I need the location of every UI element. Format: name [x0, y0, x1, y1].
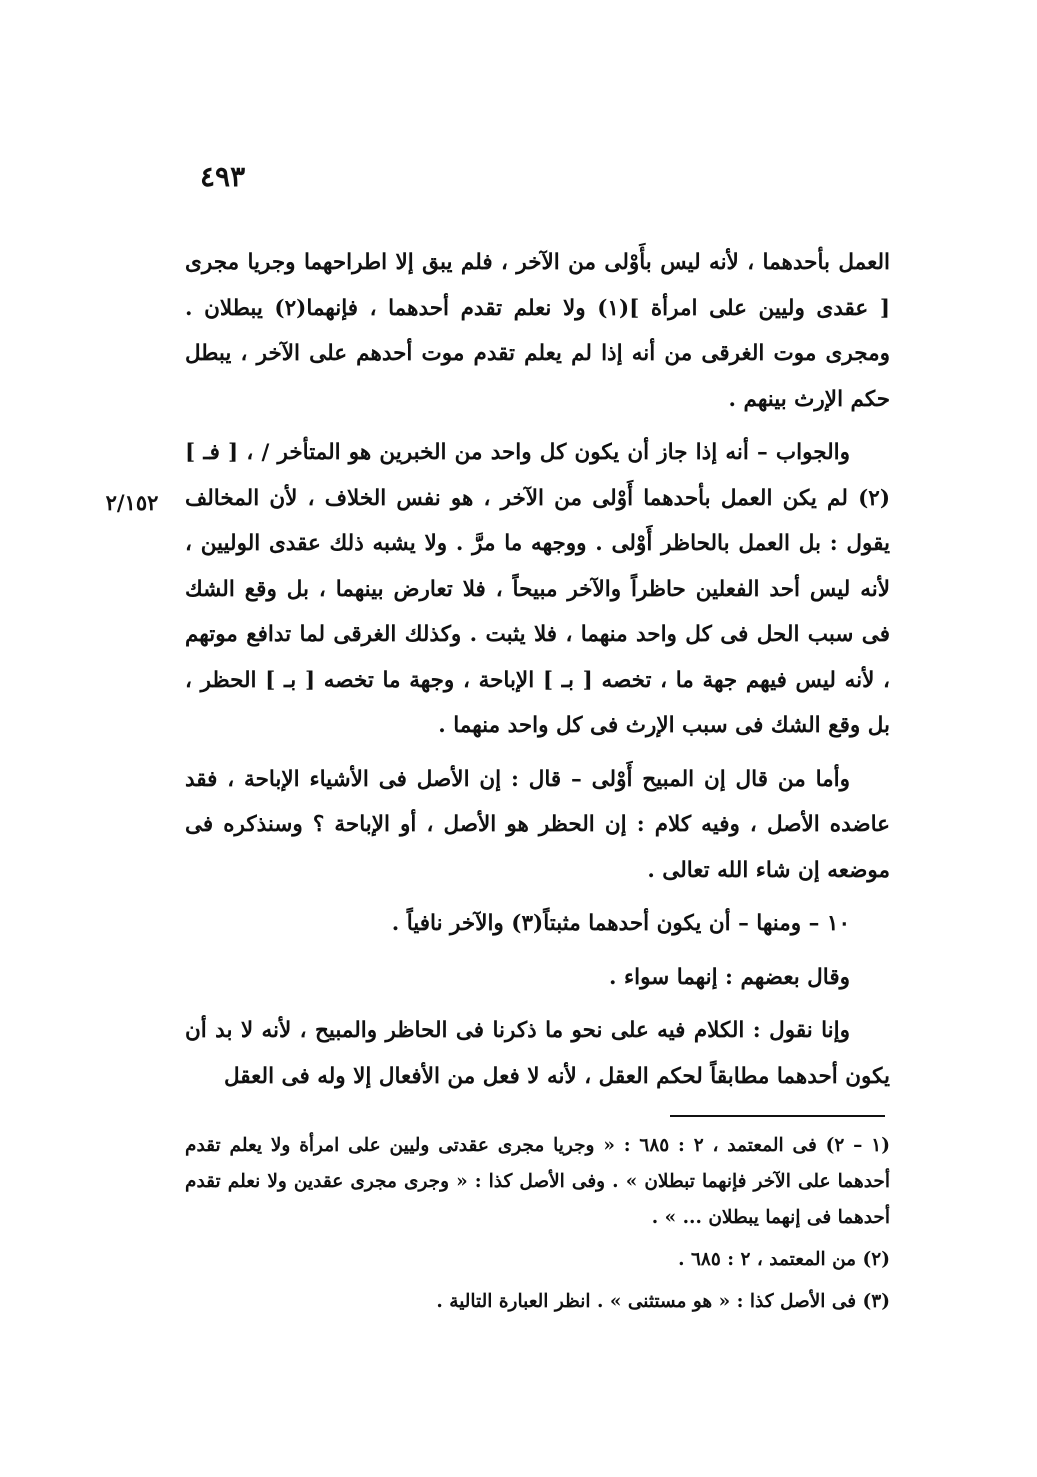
paragraph-5: وقال بعضهم : إنهما سواء .	[609, 964, 850, 990]
footnote-3: (٣) فى الأصل كذا : « هو مستثنى » . انظر العبارة التالية .	[436, 1291, 890, 1312]
paragraph-3: وأما من قال إن المبيح أَوْلى – قال : إن الأصل فى الأشياء الإباحة ، فقد عاضده الأصل ، وفيه كلام : إن الحظر هو الأصل ، أو الإباحة ؟ وسنذكره فى موضعه إن شاء الله تعالى .	[185, 766, 890, 883]
footnote-2: (٢) من المعتمد ، ٢ : ٦٨٥ .	[678, 1249, 890, 1270]
paragraph-1: العمل بأحدهما ، لأنه ليس بأَوْلى من الآخر ، فلم يبق إلا اطراحهما وجريا مجرى [ عقدى وليين على امرأة ](١) ولا نعلم تقدم أحدهما ، فإنهما(٢) يبطلان . ومجرى موت الغرقى من أنه إذا لم يعلم تقدم موت أحدهم على الآخر ، يبطل حكم الإرث بينهم .	[185, 250, 891, 412]
footnotes	[185, 1128, 890, 1320]
footnote-1: (١ – ٢) فى المعتمد ، ٢ : ٦٨٥ : « وجريا مجرى عقدتى وليين على امرأة ولا يعلم تقدم أحدهما على الآخر فإنهما تبطلان » . وفى الأصل كذا : « وجرى مجرى عقدين ولا نعلم تقدم أحدهما فى إنهما يبطلان ... » .	[185, 1135, 890, 1228]
paragraph-4: ١٠ – ومنها – أن يكون أحدهما مثبتاً(٣) والآخر نافياً .	[391, 911, 850, 936]
page-number: ٤٩٣	[200, 160, 246, 193]
main-text	[185, 240, 890, 1099]
paragraph-6: وإنا نقول : الكلام فيه على نحو ما ذكرنا فى الحاظر والمبيح ، لأنه لا بد أن يكون أحدهما مطابقاً لحكم العقل ، لأنه لا فعل من الأفعال إلا وله فى العقل	[185, 1018, 890, 1089]
paragraph-2: والجواب – أنه إذا جاز أن يكون كل واحد من الخبرين هو المتأخر / ، [ فـ ](٢) لم يكن العمل بأحدهما أَوْلى من الآخر ، هو نفس الخلاف ، لأن المخالف يقول : بل العمل بالحاظر أَوْلى . ووجهه ما مرَّ . ولا يشبه ذلك عقدى الوليين ، لأنه ليس أحد الفعلين حاظراً والآخر مبيحاً ، فلا تعارض بينهما ، بل وقع الشك فى سبب الحل فى كل واحد منهما ، فلا يثبت . وكذلك الغرقى لما تدافع موتهم ، لأنه ليس فيهم جهة ما ، تخصه [ بـ ] الإباحة ، وجهة ما تخصه [ بـ ] الحظر ، بل وقع الشك فى سبب الإرث فى كل واحد منهما .	[185, 440, 890, 738]
margin-reference: ٢/١٥٢	[105, 490, 159, 515]
footnote-separator	[670, 1115, 885, 1117]
